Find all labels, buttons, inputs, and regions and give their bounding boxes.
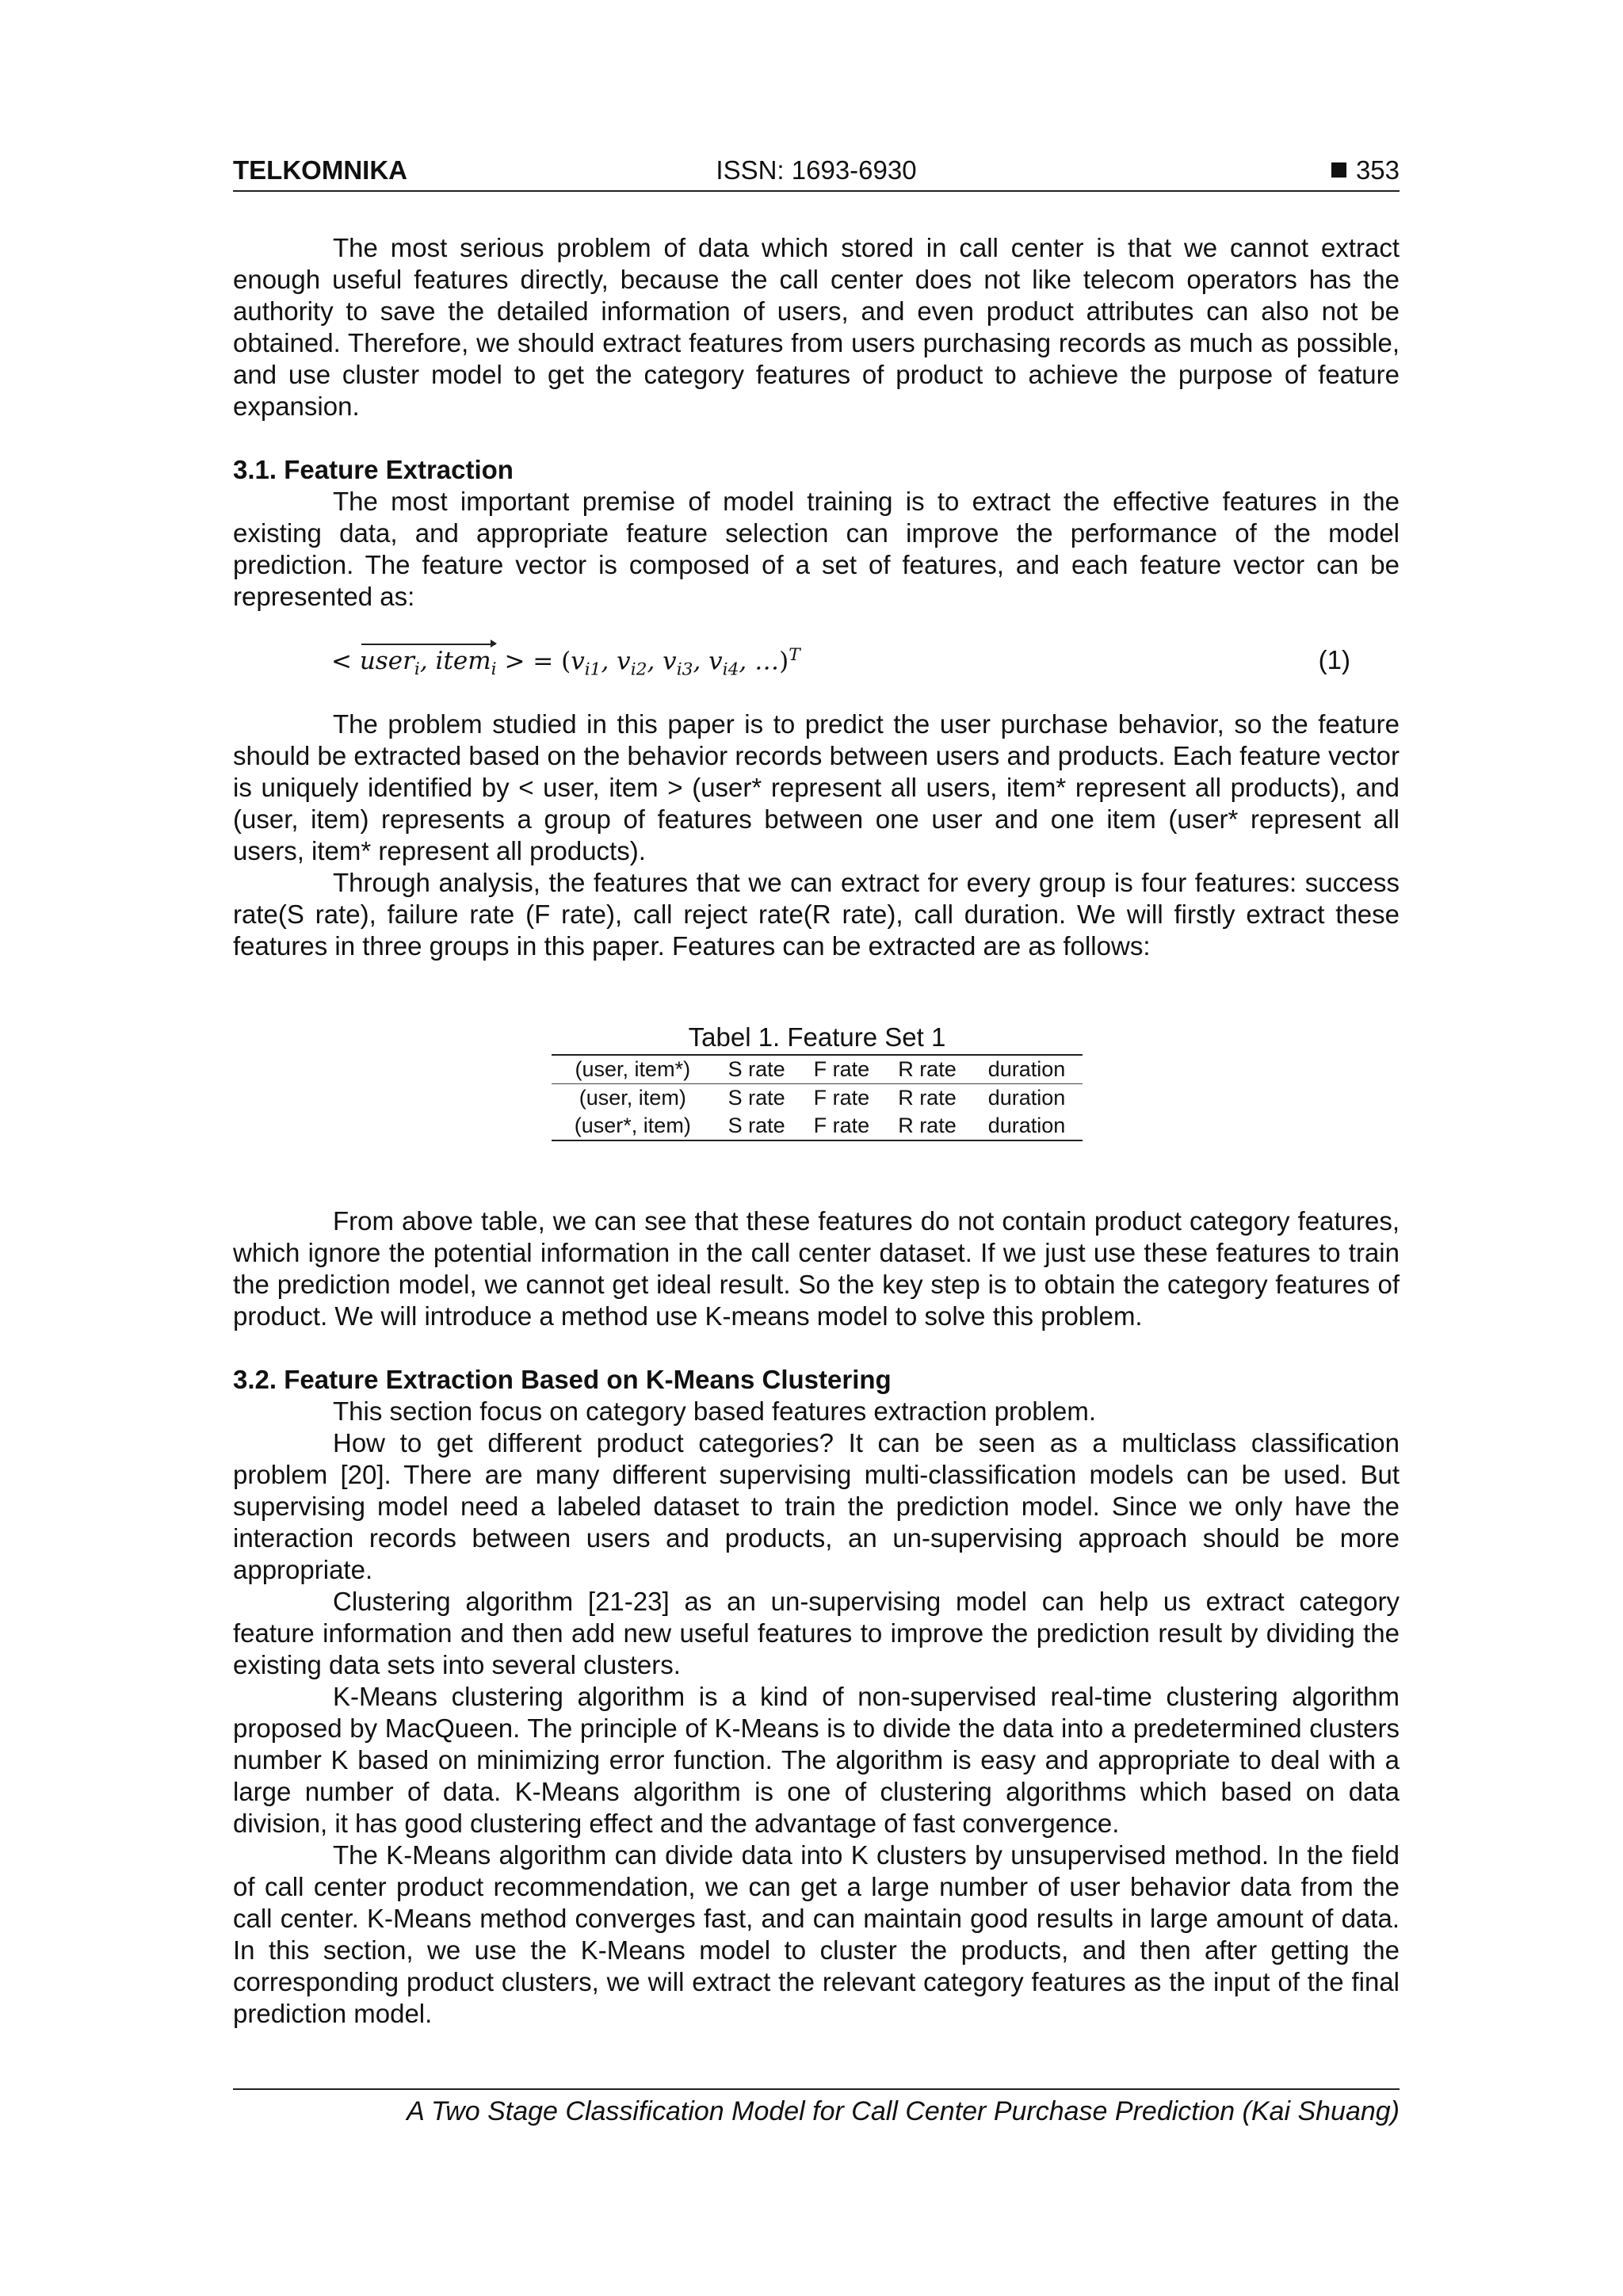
table-cell: R rate: [884, 1055, 971, 1084]
section-3-2-paragraph: Clustering algorithm [21-23] as an un-supervising model can help us extract category feature information and then add new useful features to improve the prediction result by dividing the existing data sets into several clusters.: [233, 1587, 1400, 1679]
table-1: [552, 1022, 1083, 1141]
body-block-top: [233, 232, 1400, 613]
table-cell: duration: [987, 1114, 1066, 1137]
table-cell: duration: [971, 1055, 1083, 1084]
table-cell: (user, item*): [552, 1055, 714, 1084]
section-3-2-paragraph: K-Means clustering algorithm is a kind of non-supervised real-time clustering algorithm proposed by MacQueen. The principle of K-Means is to divide the data into a predetermined clusters number K based on minimizing error function. The algorithm is easy and appropriate to deal with a large number of data. K-Means algorithm is one of clustering algorithms which based on data division, it has good clustering effect and the advantage of fast convergence.: [233, 1682, 1400, 1838]
body-block-middle: [233, 709, 1400, 962]
table-cell: R rate: [898, 1086, 957, 1110]
section-3-1-heading: 3.1. Feature Extraction: [233, 455, 514, 484]
running-title: A Two Stage Classification Model for Call Center Purchase Prediction (Kai Shuang): [407, 2096, 1400, 2126]
section-3-1-paragraph-2: The problem studied in this paper is to predict the user purchase behavior, so the feature should be extracted based on the behavior records between users and products. Each feature vector is uniquely identified by < user, item > (user* represent all users, item* represent all products), and (user, item) represents a group of features between one user and one item (user* represent all users, item* represent all products).: [233, 709, 1400, 865]
table-cell: (user, item): [579, 1086, 686, 1110]
table-caption: Tabel 1. Feature Set 1: [688, 1022, 946, 1052]
table-cell: S rate: [727, 1114, 785, 1137]
table-cell: R rate: [898, 1114, 957, 1137]
page-header: [233, 151, 1400, 192]
table-cell: (user*, item): [574, 1114, 691, 1137]
table-cell: S rate: [727, 1086, 785, 1110]
table-cell: F rate: [813, 1086, 870, 1110]
section-3-2-paragraph: The K-Means algorithm can divide data into K clusters by unsupervised method. In the field of call center product recommendation, we can get a large number of user behavior data from the call center. K-Means method converges fast, and can maintain good results in large amount of data. In this section, we use the K-Means model to cluster the products, and then after getting the corresponding product clusters, we will extract the relevant category features as the input of the final prediction model.: [233, 1840, 1400, 2028]
body-block-bottom: [233, 1205, 1400, 2030]
table-cell: S rate: [714, 1055, 800, 1084]
page-number: [1331, 155, 1400, 185]
square-bullet-icon: [1331, 162, 1346, 178]
equation-1: [233, 640, 1400, 680]
section-3-2-heading: 3.2. Feature Extraction Based on K-Means Clustering: [233, 1365, 892, 1394]
table-row: [552, 1112, 1083, 1140]
issn: ISSN: 1693-6930: [716, 155, 917, 185]
after-table-paragraph: From above table, we can see that these features do not contain product category features, which ignore the potential information in the call center dataset. If we just use these features to train the prediction model, we cannot get ideal result. So the key step is to obtain the category features of product. We will introduce a method use K-means model to solve this problem.: [233, 1206, 1400, 1331]
section-3-1-paragraph-3: Through analysis, the features that we can extract for every group is four features: success rate(S rate), failure rate (F rate), call reject rate(R rate), call duration. We will firstly extract these features in three groups in this paper. Features can be extracted are as follows:: [233, 868, 1400, 961]
feature-table: [552, 1054, 1083, 1141]
table-cell: duration: [987, 1086, 1066, 1110]
table-row: [552, 1084, 1083, 1113]
section-3-1-paragraph-1: The most important premise of model training is to extract the effective features in the existing data, and appropriate feature selection can improve the performance of the model prediction. The feature vector is composed of a set of features, and each feature vector can be represented as:: [233, 487, 1400, 611]
table-cell: F rate: [813, 1114, 870, 1137]
journal-name: TELKOMNIKA: [233, 155, 407, 185]
section-3-2-paragraph: This section focus on category based features extraction problem.: [333, 1396, 1097, 1426]
table-cell: F rate: [800, 1055, 884, 1084]
table-row: [552, 1055, 1083, 1084]
intro-paragraph: The most serious problem of data which stored in call center is that we cannot extract enough useful features directly, because the call center does not like telecom operators has the authority to save the detailed information of users, and even product attributes can also not be obtained. Therefore, we should extract features from users purchasing records as much as possible, and use cluster model to get the category features of product to achieve the purpose of feature expansion.: [233, 233, 1400, 421]
equation-number: (1): [1318, 645, 1350, 674]
equation-expression: < user$_i$, item$_i$ > = ($v_{i1}$, $v_{i2}$, $v_{i3}$, $v_{i4}$, …)$^T$: [331, 645, 800, 680]
page-footer: [233, 2088, 1400, 2127]
section-3-2-paragraph: How to get different product categories? It can be seen as a multiclass classification problem [20]. There are many different supervising multi-classification models can be used. But supervising model need a labeled dataset to train the prediction model. Since we only have the interaction records between users and products, an un-supervising approach should be more appropriate.: [233, 1428, 1400, 1584]
page-number-value: 353: [1355, 155, 1400, 185]
